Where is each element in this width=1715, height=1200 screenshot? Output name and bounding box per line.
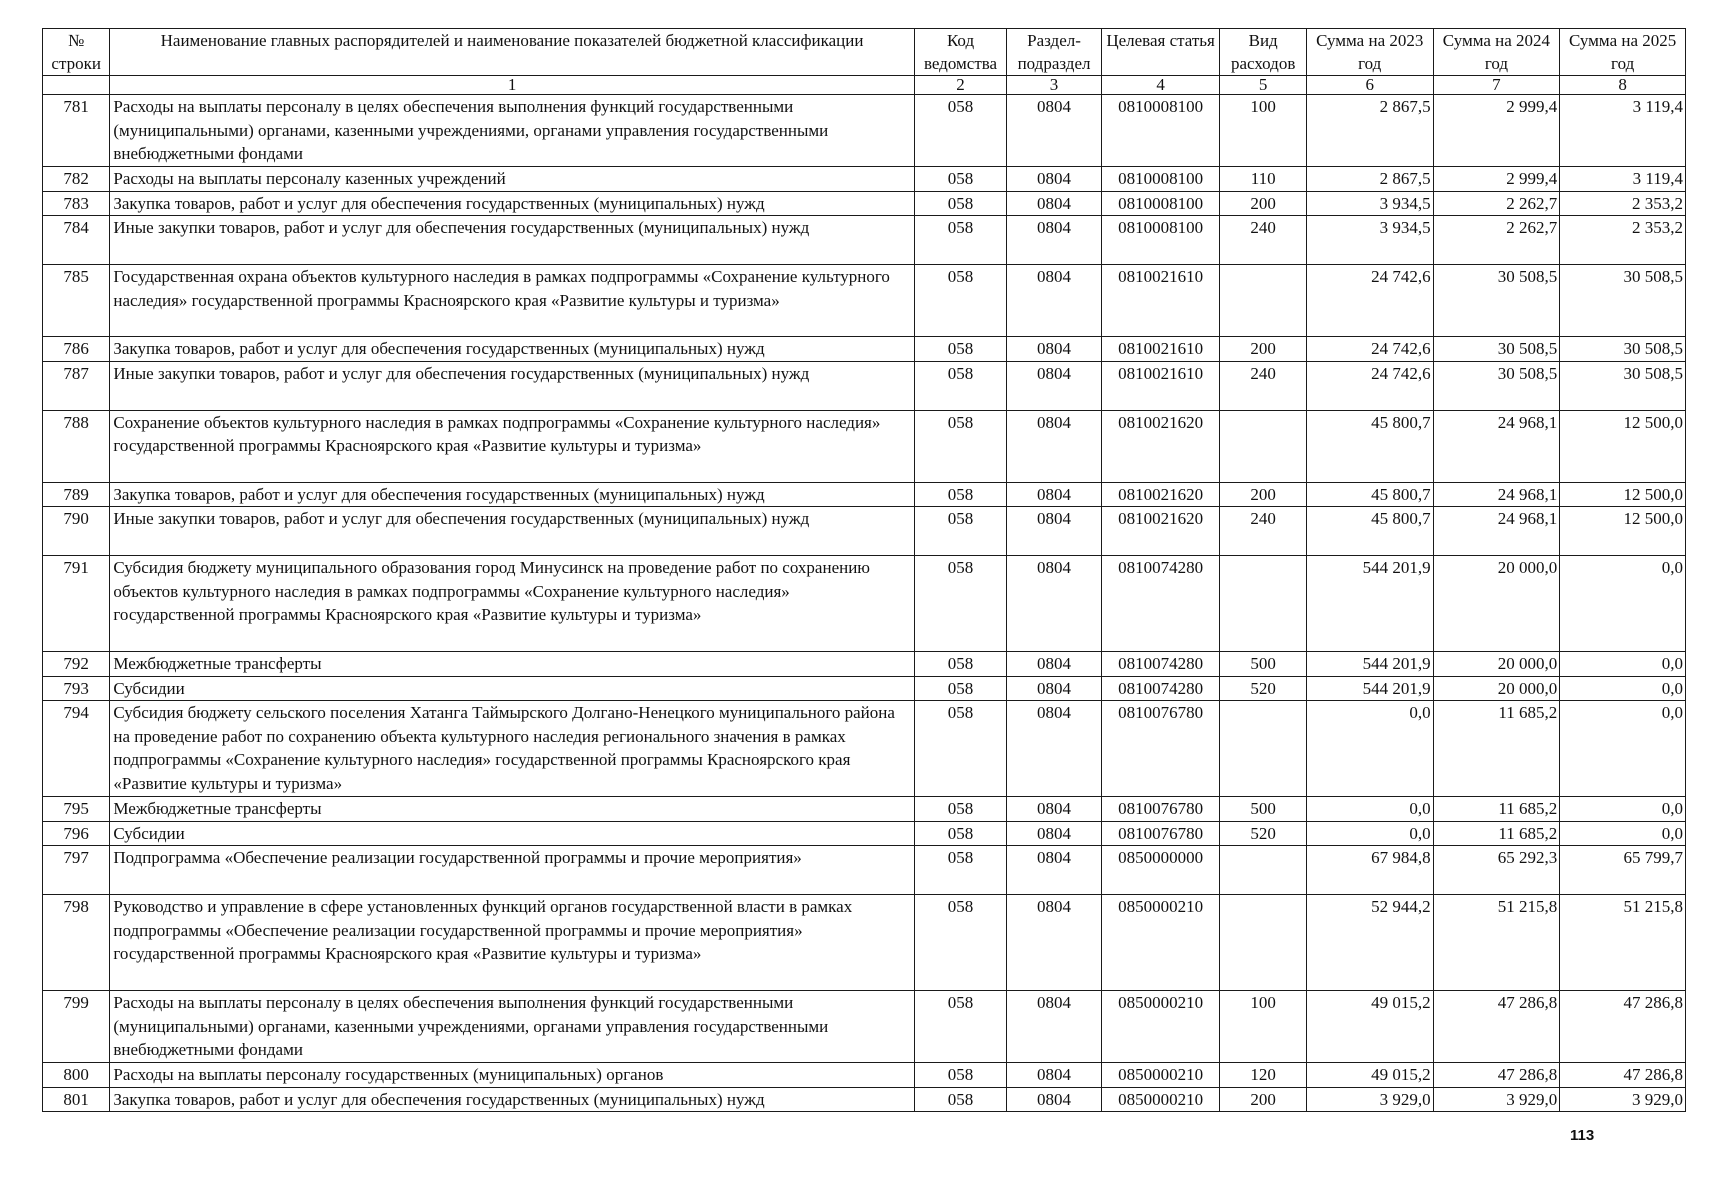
- column-number-row: [43, 76, 1686, 95]
- row-name-cell: Субсидии: [110, 676, 914, 701]
- target-cell: 0810074280: [1101, 676, 1220, 701]
- sum-2023-cell: 49 015,2: [1306, 991, 1433, 1063]
- expense-type-cell: 200: [1220, 337, 1306, 362]
- table-row: [43, 676, 1686, 701]
- header-section: Раздел-подраздел: [1007, 29, 1102, 76]
- sum-2024-cell: 20 000,0: [1433, 556, 1560, 652]
- target-cell: 0810074280: [1101, 556, 1220, 652]
- target-cell: 0810008100: [1101, 216, 1220, 265]
- sum-2023-cell: 45 800,7: [1306, 482, 1433, 507]
- table-row: [43, 216, 1686, 265]
- row-name-cell: Субсидия бюджету сельского поселения Хатанга Таймырского Долгано-Ненецкого муниципального района на проведение работ по сохранению объекта культурного наследия регионального значения в рамках подпрограммы «Сохранение культурного наследия» государственной программы Красноярского края «Развитие культуры и туризма»: [110, 701, 914, 797]
- sum-2025-cell: 12 500,0: [1560, 507, 1686, 556]
- agency-code-cell: 058: [914, 216, 1007, 265]
- column-number: [43, 76, 110, 95]
- sum-2024-cell: 2 999,4: [1433, 95, 1560, 167]
- sum-2025-cell: 2 353,2: [1560, 216, 1686, 265]
- target-cell: 0810074280: [1101, 652, 1220, 677]
- table-row: [43, 652, 1686, 677]
- expense-type-cell: [1220, 846, 1306, 895]
- page-number: 113: [1570, 1127, 1595, 1144]
- target-cell: 0810076780: [1101, 701, 1220, 797]
- sum-2024-cell: 20 000,0: [1433, 676, 1560, 701]
- sum-2025-cell: 12 500,0: [1560, 482, 1686, 507]
- section-cell: 0804: [1007, 410, 1102, 482]
- table-row: [43, 821, 1686, 846]
- sum-2024-cell: 24 968,1: [1433, 507, 1560, 556]
- row-number-cell: 787: [43, 361, 110, 410]
- table-row: [43, 265, 1686, 337]
- sum-2025-cell: 0,0: [1560, 652, 1686, 677]
- sum-2024-cell: 65 292,3: [1433, 846, 1560, 895]
- agency-code-cell: 058: [914, 797, 1007, 822]
- row-name-cell: Иные закупки товаров, работ и услуг для обеспечения государственных (муниципальных) нужд: [110, 361, 914, 410]
- agency-code-cell: 058: [914, 846, 1007, 895]
- table-row: [43, 361, 1686, 410]
- table-row: [43, 991, 1686, 1063]
- table-row: [43, 1087, 1686, 1112]
- row-name-cell: Иные закупки товаров, работ и услуг для обеспечения государственных (муниципальных) нужд: [110, 507, 914, 556]
- row-name-cell: Государственная охрана объектов культурного наследия в рамках подпрограммы «Сохранение культурного наследия» государственной программы Красноярского края «Развитие культуры и туризма»: [110, 265, 914, 337]
- row-name-cell: Расходы на выплаты персоналу государственных (муниципальных) органов: [110, 1063, 914, 1088]
- agency-code-cell: 058: [914, 676, 1007, 701]
- sum-2024-cell: 20 000,0: [1433, 652, 1560, 677]
- sum-2024-cell: 2 999,4: [1433, 167, 1560, 192]
- header-agency-code: Код ведомства: [914, 29, 1007, 76]
- expense-type-cell: 100: [1220, 95, 1306, 167]
- table-row: [43, 895, 1686, 991]
- header-expense-type: Вид расходов: [1220, 29, 1306, 76]
- section-cell: 0804: [1007, 1087, 1102, 1112]
- row-name-cell: Руководство и управление в сфере установленных функций органов государственной власти в рамках подпрограммы «Обеспечение реализации государственной программы и прочие мероприятия» государственной программы Красноярского края «Развитие культуры и туризма»: [110, 895, 914, 991]
- sum-2023-cell: 544 201,9: [1306, 652, 1433, 677]
- row-number-cell: 795: [43, 797, 110, 822]
- target-cell: 0810021610: [1101, 337, 1220, 362]
- sum-2024-cell: 24 968,1: [1433, 482, 1560, 507]
- sum-2025-cell: 3 119,4: [1560, 167, 1686, 192]
- expense-type-cell: 520: [1220, 821, 1306, 846]
- row-name-cell: Закупка товаров, работ и услуг для обеспечения государственных (муниципальных) нужд: [110, 482, 914, 507]
- expense-type-cell: 200: [1220, 191, 1306, 216]
- sum-2023-cell: 0,0: [1306, 821, 1433, 846]
- sum-2025-cell: 0,0: [1560, 821, 1686, 846]
- sum-2023-cell: 0,0: [1306, 701, 1433, 797]
- sum-2025-cell: 3 119,4: [1560, 95, 1686, 167]
- sum-2023-cell: 45 800,7: [1306, 507, 1433, 556]
- agency-code-cell: 058: [914, 337, 1007, 362]
- target-cell: 0810008100: [1101, 95, 1220, 167]
- target-cell: 0810021620: [1101, 507, 1220, 556]
- table-row: [43, 846, 1686, 895]
- section-cell: 0804: [1007, 821, 1102, 846]
- sum-2025-cell: 0,0: [1560, 797, 1686, 822]
- target-cell: 0850000210: [1101, 1087, 1220, 1112]
- row-number-cell: 782: [43, 167, 110, 192]
- expense-type-cell: [1220, 556, 1306, 652]
- header-row-number: № строки: [43, 29, 110, 76]
- expense-type-cell: 520: [1220, 676, 1306, 701]
- expense-type-cell: 200: [1220, 482, 1306, 507]
- sum-2024-cell: 3 929,0: [1433, 1087, 1560, 1112]
- table-row: [43, 482, 1686, 507]
- target-cell: 0810008100: [1101, 191, 1220, 216]
- row-number-cell: 796: [43, 821, 110, 846]
- column-number: 4: [1101, 76, 1220, 95]
- table-row: [43, 337, 1686, 362]
- sum-2025-cell: 2 353,2: [1560, 191, 1686, 216]
- expense-type-cell: 240: [1220, 216, 1306, 265]
- agency-code-cell: 058: [914, 95, 1007, 167]
- sum-2024-cell: 2 262,7: [1433, 216, 1560, 265]
- row-number-cell: 786: [43, 337, 110, 362]
- column-number: 7: [1433, 76, 1560, 95]
- sum-2023-cell: 67 984,8: [1306, 846, 1433, 895]
- row-number-cell: 788: [43, 410, 110, 482]
- sum-2025-cell: 47 286,8: [1560, 991, 1686, 1063]
- target-cell: 0850000000: [1101, 846, 1220, 895]
- section-cell: 0804: [1007, 846, 1102, 895]
- column-number: 3: [1007, 76, 1102, 95]
- expense-type-cell: 500: [1220, 652, 1306, 677]
- sum-2025-cell: 47 286,8: [1560, 1063, 1686, 1088]
- agency-code-cell: 058: [914, 191, 1007, 216]
- agency-code-cell: 058: [914, 821, 1007, 846]
- section-cell: 0804: [1007, 507, 1102, 556]
- row-name-cell: Иные закупки товаров, работ и услуг для обеспечения государственных (муниципальных) нужд: [110, 216, 914, 265]
- row-name-cell: Сохранение объектов культурного наследия в рамках подпрограммы «Сохранение культурного наследия» государственной программы Красноярского края «Развитие культуры и туризма»: [110, 410, 914, 482]
- section-cell: 0804: [1007, 216, 1102, 265]
- section-cell: 0804: [1007, 337, 1102, 362]
- column-number: 5: [1220, 76, 1306, 95]
- sum-2023-cell: 0,0: [1306, 797, 1433, 822]
- row-name-cell: Расходы на выплаты персоналу казенных учреждений: [110, 167, 914, 192]
- row-name-cell: Расходы на выплаты персоналу в целях обеспечения выполнения функций государственными (муниципальными) органами, казенными учреждениями, органами управления государственными внебюджетными фондами: [110, 95, 914, 167]
- column-number: 1: [110, 76, 914, 95]
- sum-2025-cell: 0,0: [1560, 701, 1686, 797]
- sum-2023-cell: 544 201,9: [1306, 676, 1433, 701]
- section-cell: 0804: [1007, 361, 1102, 410]
- table-row: [43, 191, 1686, 216]
- sum-2024-cell: 30 508,5: [1433, 265, 1560, 337]
- target-cell: 0810021610: [1101, 265, 1220, 337]
- row-name-cell: Закупка товаров, работ и услуг для обеспечения государственных (муниципальных) нужд: [110, 337, 914, 362]
- expense-type-cell: 240: [1220, 361, 1306, 410]
- row-number-cell: 781: [43, 95, 110, 167]
- sum-2025-cell: 0,0: [1560, 676, 1686, 701]
- row-number-cell: 783: [43, 191, 110, 216]
- row-number-cell: 797: [43, 846, 110, 895]
- expense-type-cell: 120: [1220, 1063, 1306, 1088]
- row-name-cell: Закупка товаров, работ и услуг для обеспечения государственных (муниципальных) нужд: [110, 1087, 914, 1112]
- sum-2025-cell: 30 508,5: [1560, 361, 1686, 410]
- section-cell: 0804: [1007, 95, 1102, 167]
- budget-table: [42, 28, 1686, 1112]
- agency-code-cell: 058: [914, 701, 1007, 797]
- expense-type-cell: 240: [1220, 507, 1306, 556]
- sum-2023-cell: 2 867,5: [1306, 95, 1433, 167]
- table-row: [43, 1063, 1686, 1088]
- agency-code-cell: 058: [914, 167, 1007, 192]
- expense-type-cell: [1220, 265, 1306, 337]
- sum-2024-cell: 11 685,2: [1433, 701, 1560, 797]
- column-number: 6: [1306, 76, 1433, 95]
- sum-2024-cell: 47 286,8: [1433, 991, 1560, 1063]
- agency-code-cell: 058: [914, 895, 1007, 991]
- section-cell: 0804: [1007, 556, 1102, 652]
- sum-2024-cell: 30 508,5: [1433, 337, 1560, 362]
- table-row: [43, 701, 1686, 797]
- sum-2024-cell: 2 262,7: [1433, 191, 1560, 216]
- sum-2025-cell: 30 508,5: [1560, 265, 1686, 337]
- sum-2023-cell: 24 742,6: [1306, 265, 1433, 337]
- agency-code-cell: 058: [914, 410, 1007, 482]
- row-number-cell: 791: [43, 556, 110, 652]
- row-number-cell: 789: [43, 482, 110, 507]
- expense-type-cell: [1220, 701, 1306, 797]
- table-row: [43, 95, 1686, 167]
- row-name-cell: Закупка товаров, работ и услуг для обеспечения государственных (муниципальных) нужд: [110, 191, 914, 216]
- sum-2023-cell: 24 742,6: [1306, 337, 1433, 362]
- table-row: [43, 167, 1686, 192]
- row-number-cell: 790: [43, 507, 110, 556]
- row-name-cell: Субсидия бюджету муниципального образования город Минусинск на проведение работ по сохранению объектов культурного наследия в рамках подпрограммы «Сохранение культурного наследия» государственной программы Красноярского края «Развитие культуры и туризма»: [110, 556, 914, 652]
- sum-2023-cell: 45 800,7: [1306, 410, 1433, 482]
- row-number-cell: 801: [43, 1087, 110, 1112]
- row-number-cell: 784: [43, 216, 110, 265]
- target-cell: 0810021620: [1101, 482, 1220, 507]
- sum-2023-cell: 3 929,0: [1306, 1087, 1433, 1112]
- agency-code-cell: 058: [914, 482, 1007, 507]
- target-cell: 0810008100: [1101, 167, 1220, 192]
- section-cell: 0804: [1007, 191, 1102, 216]
- section-cell: 0804: [1007, 482, 1102, 507]
- target-cell: 0850000210: [1101, 991, 1220, 1063]
- table-header-row: [43, 29, 1686, 76]
- row-name-cell: Субсидии: [110, 821, 914, 846]
- agency-code-cell: 058: [914, 361, 1007, 410]
- agency-code-cell: 058: [914, 1063, 1007, 1088]
- row-number-cell: 798: [43, 895, 110, 991]
- sum-2023-cell: 3 934,5: [1306, 216, 1433, 265]
- section-cell: 0804: [1007, 895, 1102, 991]
- sum-2025-cell: 12 500,0: [1560, 410, 1686, 482]
- sum-2024-cell: 30 508,5: [1433, 361, 1560, 410]
- sum-2023-cell: 2 867,5: [1306, 167, 1433, 192]
- sum-2025-cell: 0,0: [1560, 556, 1686, 652]
- sum-2024-cell: 51 215,8: [1433, 895, 1560, 991]
- sum-2025-cell: 51 215,8: [1560, 895, 1686, 991]
- header-sum-2025: Сумма на 2025 год: [1560, 29, 1686, 76]
- header-sum-2023: Сумма на 2023 год: [1306, 29, 1433, 76]
- row-name-cell: Межбюджетные трансферты: [110, 652, 914, 677]
- expense-type-cell: [1220, 895, 1306, 991]
- section-cell: 0804: [1007, 652, 1102, 677]
- section-cell: 0804: [1007, 701, 1102, 797]
- sum-2023-cell: 3 934,5: [1306, 191, 1433, 216]
- expense-type-cell: 200: [1220, 1087, 1306, 1112]
- header-name: Наименование главных распорядителей и наименование показателей бюджетной классификации: [110, 29, 914, 76]
- row-number-cell: 785: [43, 265, 110, 337]
- agency-code-cell: 058: [914, 556, 1007, 652]
- section-cell: 0804: [1007, 1063, 1102, 1088]
- expense-type-cell: 500: [1220, 797, 1306, 822]
- row-name-cell: Расходы на выплаты персоналу в целях обеспечения выполнения функций государственными (муниципальными) органами, казенными учреждениями, органами управления государственными внебюджетными фондами: [110, 991, 914, 1063]
- section-cell: 0804: [1007, 265, 1102, 337]
- column-number: 8: [1560, 76, 1686, 95]
- agency-code-cell: 058: [914, 507, 1007, 556]
- row-number-cell: 793: [43, 676, 110, 701]
- section-cell: 0804: [1007, 991, 1102, 1063]
- row-number-cell: 800: [43, 1063, 110, 1088]
- sum-2025-cell: 30 508,5: [1560, 337, 1686, 362]
- row-name-cell: Межбюджетные трансферты: [110, 797, 914, 822]
- expense-type-cell: 110: [1220, 167, 1306, 192]
- row-number-cell: 794: [43, 701, 110, 797]
- section-cell: 0804: [1007, 167, 1102, 192]
- header-target: Целевая статья: [1101, 29, 1220, 76]
- sum-2024-cell: 47 286,8: [1433, 1063, 1560, 1088]
- sum-2024-cell: 24 968,1: [1433, 410, 1560, 482]
- section-cell: 0804: [1007, 676, 1102, 701]
- target-cell: 0810021620: [1101, 410, 1220, 482]
- table-row: [43, 797, 1686, 822]
- target-cell: 0810076780: [1101, 821, 1220, 846]
- header-sum-2024: Сумма на 2024 год: [1433, 29, 1560, 76]
- table-row: [43, 410, 1686, 482]
- agency-code-cell: 058: [914, 265, 1007, 337]
- sum-2025-cell: 65 799,7: [1560, 846, 1686, 895]
- sum-2023-cell: 49 015,2: [1306, 1063, 1433, 1088]
- target-cell: 0850000210: [1101, 895, 1220, 991]
- agency-code-cell: 058: [914, 652, 1007, 677]
- sum-2023-cell: 544 201,9: [1306, 556, 1433, 652]
- agency-code-cell: 058: [914, 991, 1007, 1063]
- sum-2024-cell: 11 685,2: [1433, 821, 1560, 846]
- row-name-cell: Подпрограмма «Обеспечение реализации государственной программы и прочие мероприятия»: [110, 846, 914, 895]
- expense-type-cell: [1220, 410, 1306, 482]
- sum-2023-cell: 52 944,2: [1306, 895, 1433, 991]
- column-number: 2: [914, 76, 1007, 95]
- table-row: [43, 507, 1686, 556]
- agency-code-cell: 058: [914, 1087, 1007, 1112]
- target-cell: 0850000210: [1101, 1063, 1220, 1088]
- table-row: [43, 556, 1686, 652]
- sum-2023-cell: 24 742,6: [1306, 361, 1433, 410]
- target-cell: 0810021610: [1101, 361, 1220, 410]
- expense-type-cell: 100: [1220, 991, 1306, 1063]
- row-number-cell: 792: [43, 652, 110, 677]
- target-cell: 0810076780: [1101, 797, 1220, 822]
- section-cell: 0804: [1007, 797, 1102, 822]
- sum-2025-cell: 3 929,0: [1560, 1087, 1686, 1112]
- row-number-cell: 799: [43, 991, 110, 1063]
- sum-2024-cell: 11 685,2: [1433, 797, 1560, 822]
